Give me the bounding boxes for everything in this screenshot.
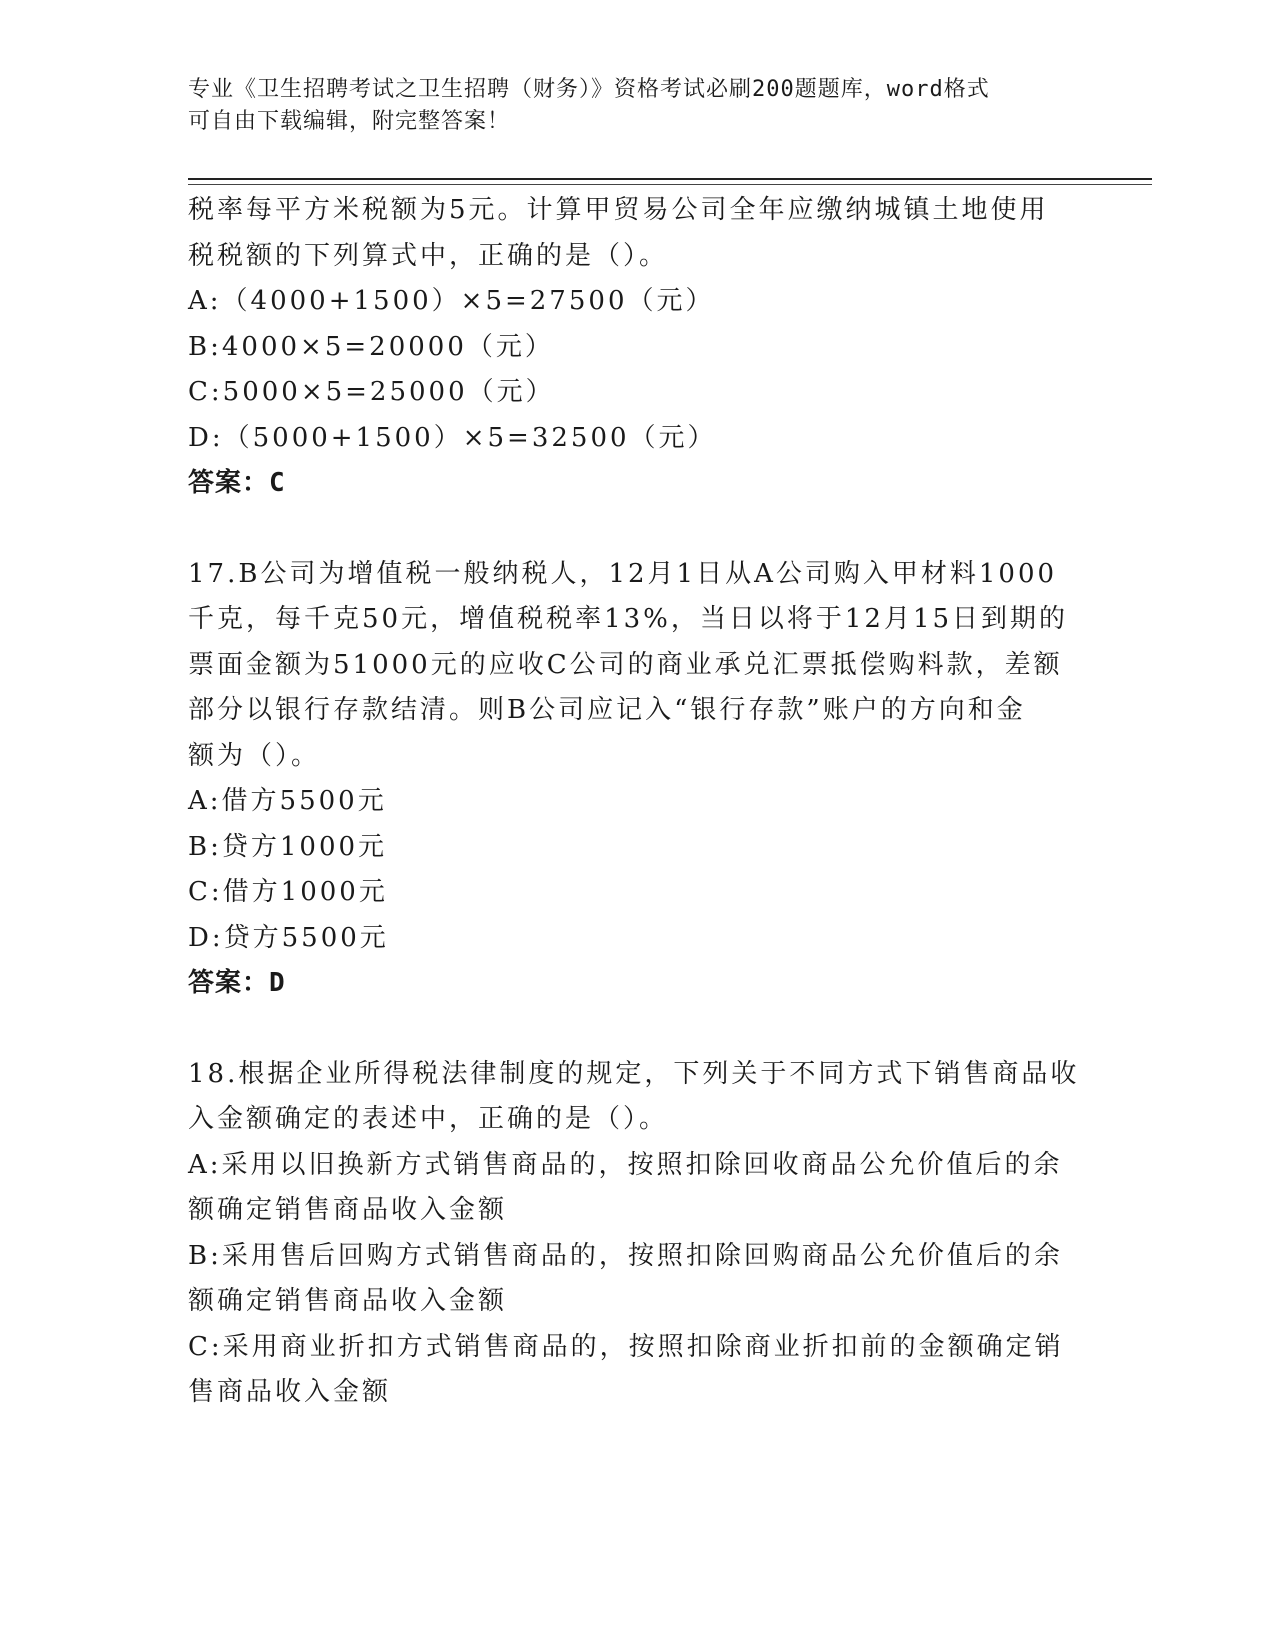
option-d: D:（5000+1500）×5=32500（元） (188, 422, 717, 453)
question-stem-line: 税税额的下列算式中，正确的是（）。 (188, 240, 669, 271)
option-b: B:贷方1000元 (188, 831, 388, 862)
option-a: A:采用以旧换新方式销售商品的，按照扣除回收商品公允价值后的余 (188, 1149, 1063, 1180)
question-stem-line: 17.B公司为增值税一般纳税人，12月1日从A公司购入甲材料1000 (188, 558, 1058, 589)
question-17 (188, 552, 1088, 1007)
answer-line: 答案：D (188, 968, 286, 998)
question-stem-line: 票面金额为51000元的应收C公司的商业承兑汇票抵偿购料款，差额 (188, 649, 1063, 680)
option-b-continued: 额确定销售商品收入金额 (188, 1286, 508, 1316)
spacer (188, 507, 1088, 552)
header-line-2: 可自由下载编辑，附完整答案！ (188, 109, 511, 134)
option-c: C:借方1000元 (188, 877, 388, 907)
question-16 (188, 188, 1088, 507)
question-stem-line: 18.根据企业所得税法律制度的规定，下列关于不同方式下销售商品收 (188, 1058, 1080, 1089)
option-c-continued: 售商品收入金额 (188, 1377, 392, 1407)
option-d: D:贷方5500元 (188, 922, 389, 953)
question-stem-line: 部分以银行存款结清。则B公司应记入“银行存款”账户的方向和金 (188, 695, 1026, 725)
option-a: A:（4000+1500）×5=27500（元） (188, 286, 715, 316)
question-stem-line: 千克，每千克50元，增值税税率13%，当日以将于12月15日到期的 (188, 604, 1069, 634)
header-divider-thin (188, 184, 1152, 185)
question-18 (188, 1052, 1088, 1416)
spacer (188, 1007, 1088, 1052)
document-header (188, 74, 1068, 138)
document-body (188, 188, 1088, 1416)
option-b: B:采用售后回购方式销售商品的，按照扣除回购商品公允价值后的余 (188, 1240, 1063, 1271)
option-a: A:借方5500元 (188, 786, 387, 816)
question-stem-line: 税率每平方米税额为5元。计算甲贸易公司全年应缴纳城镇土地使用 (188, 195, 1049, 225)
header-divider-thick (188, 178, 1152, 180)
question-stem-line: 入金额确定的表述中，正确的是（）。 (188, 1104, 669, 1134)
option-c: C:5000×5=25000（元） (188, 377, 555, 407)
option-b: B:4000×5=20000（元） (188, 331, 554, 362)
header-line-1: 专业《卫生招聘考试之卫生招聘（财务）》资格考试必刷200题题库，word格式 (188, 77, 990, 102)
option-c: C:采用商业折扣方式销售商品的，按照扣除商业折扣前的金额确定销 (188, 1331, 1064, 1362)
answer-line: 答案：C (188, 468, 286, 498)
question-stem-line: 额为（）。 (188, 740, 321, 771)
option-a-continued: 额确定销售商品收入金额 (188, 1195, 508, 1225)
